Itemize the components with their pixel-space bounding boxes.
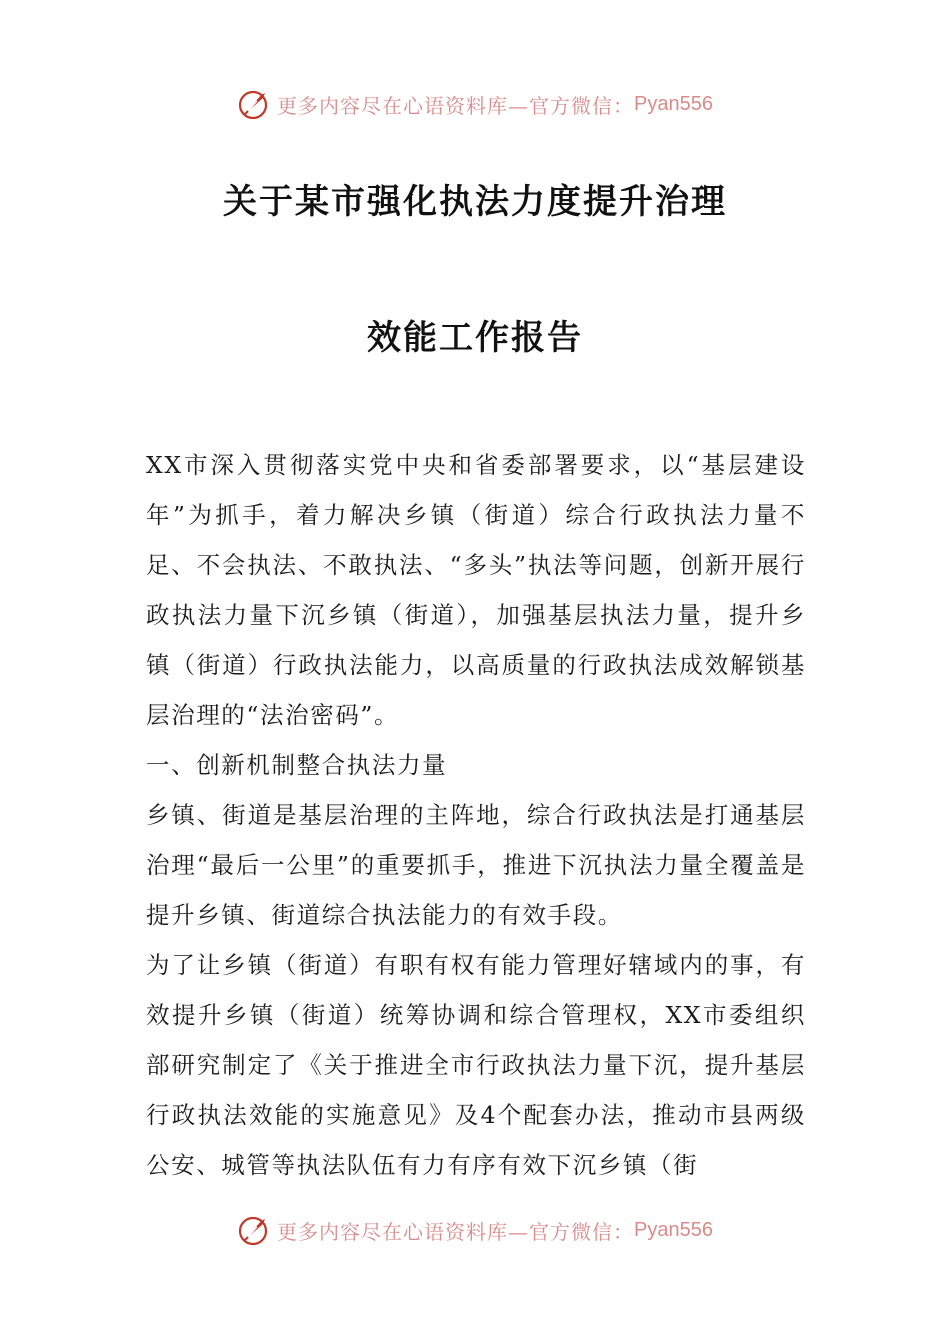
watermark-text: 更多内容尽在心语资料库—官方微信：: [277, 1219, 635, 1244]
document-body: [146, 440, 806, 1190]
paragraph-3: 为了让乡镇（街道）有职有权有能力管理好辖域内的事，有效提升乡镇（街道）统筹协调和综合管理权，XX市委组织部研究制定了《关于推进全市行政执法力量下沉，提升基层行政执法效能的实施意见》及4个配套办法，推动市县两级公安、城管等执法队伍有力有序有效下沉乡镇（街: [146, 951, 806, 1179]
watermark-text: 更多内容尽在心语资料库—官方微信：: [277, 93, 635, 118]
document-title-line-2: 效能工作报告: [367, 318, 583, 358]
watermark-header: [0, 82, 950, 126]
document-title-line-1: 关于某市强化执法力度提升治理: [223, 182, 727, 222]
paragraph-2: 乡镇、街道是基层治理的主阵地，综合行政执法是打通基层治理“最后一公里”的重要抓手，推进下沉执法力量全覆盖是提升乡镇、街道综合执法能力的有效手段。: [146, 801, 806, 929]
section-heading-1: 一、创新机制整合执法力量: [146, 751, 448, 779]
watermark-footer: [0, 1208, 950, 1252]
paragraph-intro: XX市深入贯彻落实党中央和省委部署要求，以“基层建设年”为抓手，着力解决乡镇（街道）综合行政执法力量不足、不会执法、不敢执法、“多头”执法等问题，创新开展行政执法力量下沉乡镇（街道），加强基层执法力量，提升乡镇（街道）行政执法能力，以高质量的行政执法成效解锁基层治理的“法治密码”。: [146, 451, 806, 729]
watermark-handle: Pyan556: [634, 1218, 713, 1241]
quill-logo-icon: [237, 87, 271, 121]
quill-logo-icon: [237, 1213, 271, 1247]
watermark-handle: Pyan556: [634, 92, 713, 115]
